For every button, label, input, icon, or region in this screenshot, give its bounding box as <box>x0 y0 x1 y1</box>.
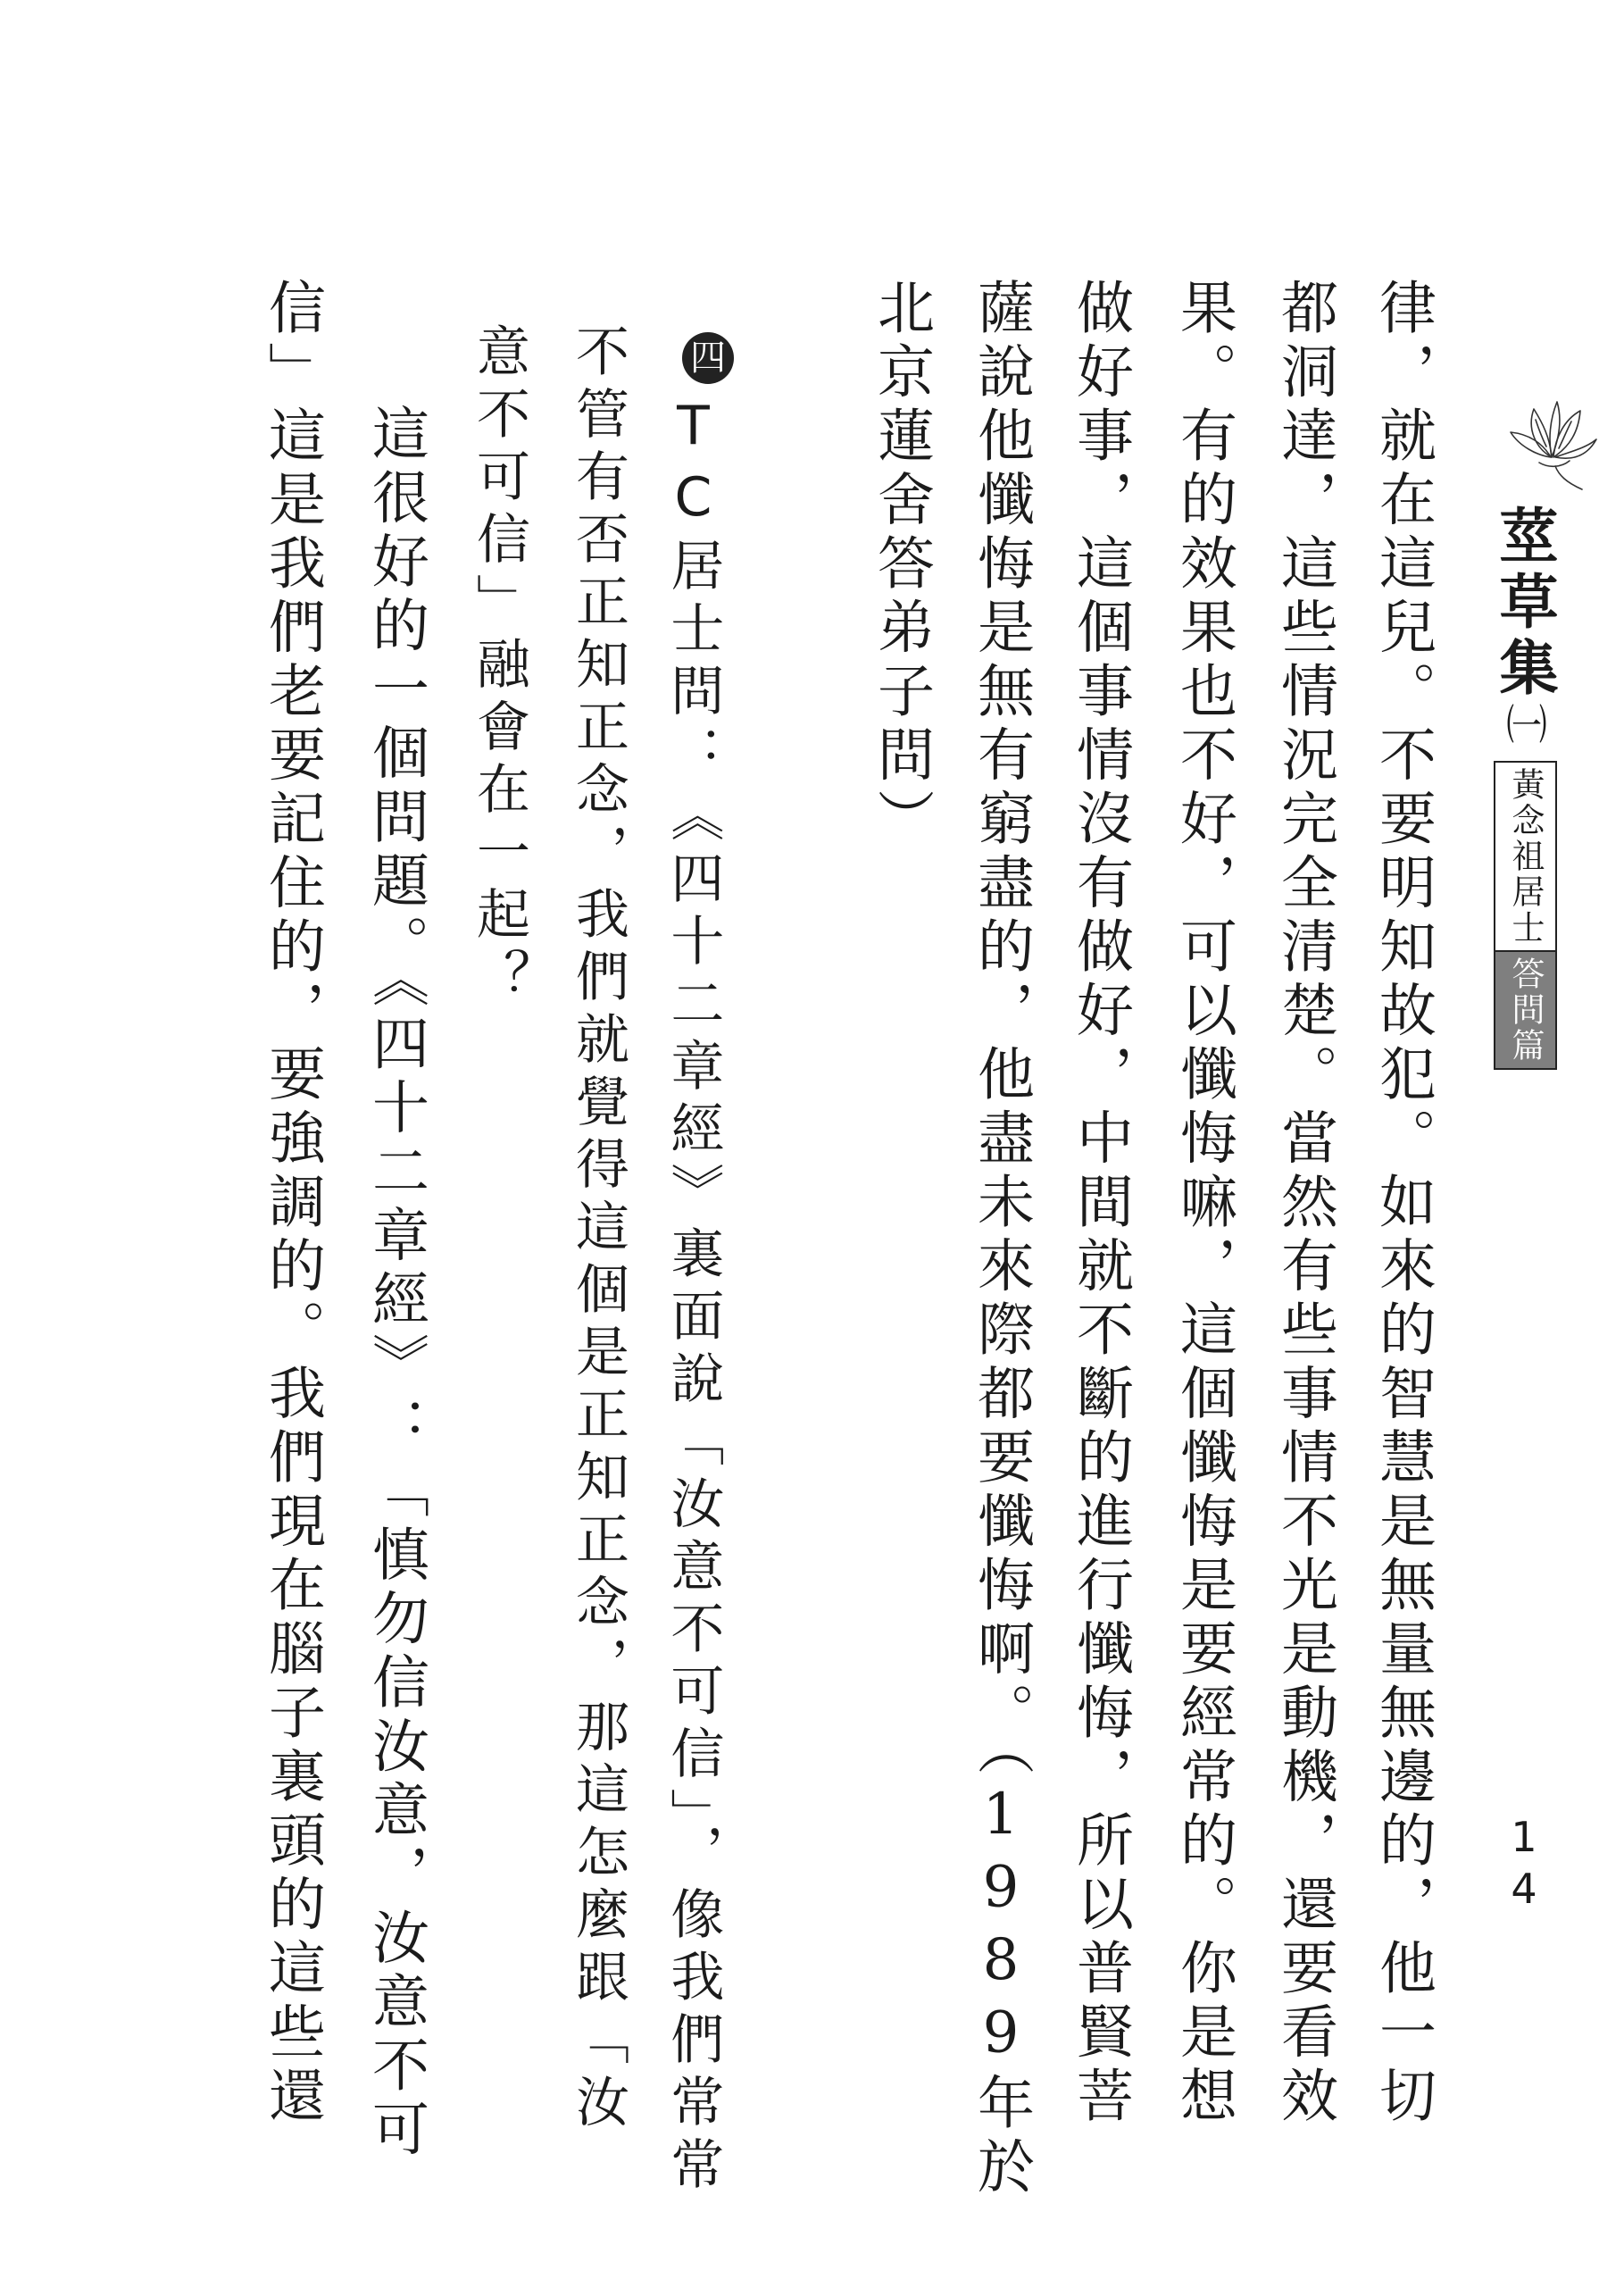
lotus-icon <box>1500 393 1603 496</box>
section-name: 答問篇 <box>1495 950 1555 1068</box>
answer-continuation-line-3: 果。有的效果也不好，可以懺悔嘛，這個懺悔是要經常的。你是想 <box>1170 278 1237 2130</box>
question-line-3: 意不可信」融會在一起？ <box>468 323 530 1011</box>
answer-line-1: 這很好的一個問題。《四十二章經》：「慎勿信汝意，汝意不可 <box>362 404 429 2163</box>
question-line-2: 不管有否正知正念，我們就覺得這個是正知正念，那這怎麼跟「汝 <box>567 323 629 2136</box>
book-title <box>1484 505 1564 744</box>
upright-glyph: 9 <box>968 1999 1034 2073</box>
answer-continuation-line-1: 律，就在這兒。不要明知故犯。如來的智慧是無量無邊的，他一切 <box>1370 278 1436 2130</box>
question-line-1 <box>654 323 734 2199</box>
upright-glyph: T <box>662 395 725 466</box>
book-volume: ㈠ <box>1500 703 1548 744</box>
book-title-text: 莖草集 <box>1489 505 1559 703</box>
question-line-1-text: TC居士問：《四十二章經》裏面說「汝意不可信」，像我們常常 <box>662 395 725 2199</box>
answer-line-2: 信」這是我們老要記住的，要強調的。我們現在腦子裏頭的這些還 <box>259 278 325 2130</box>
answer-continuation-line-5: 薩說他懺悔是無有窮盡的，他盡未來際都要懺悔啊。（1989年於 <box>968 278 1034 2200</box>
author-section-label <box>1494 761 1557 1070</box>
answer-continuation-line-2: 都洞達，這些情況完全清楚。當然有些事情不光是動機，還要看效 <box>1271 278 1337 2130</box>
upright-glyph: 8 <box>968 1927 1034 2000</box>
author-name: 黃念祖居士 <box>1506 767 1545 946</box>
upright-glyph: 9 <box>968 1854 1034 1927</box>
upright-glyph: 1 <box>968 1782 1034 1855</box>
upright-glyph: C <box>662 466 725 538</box>
page-number: 14 <box>1500 1813 1548 1916</box>
answer-continuation-line-6: 北京蓮舍答弟子問） <box>868 278 934 853</box>
answer-continuation-line-4: 做好事，這個事情沒有做好，中間就不斷的進行懺悔，所以普賢菩 <box>1067 278 1133 2130</box>
question-number-badge: 四 <box>682 332 734 384</box>
